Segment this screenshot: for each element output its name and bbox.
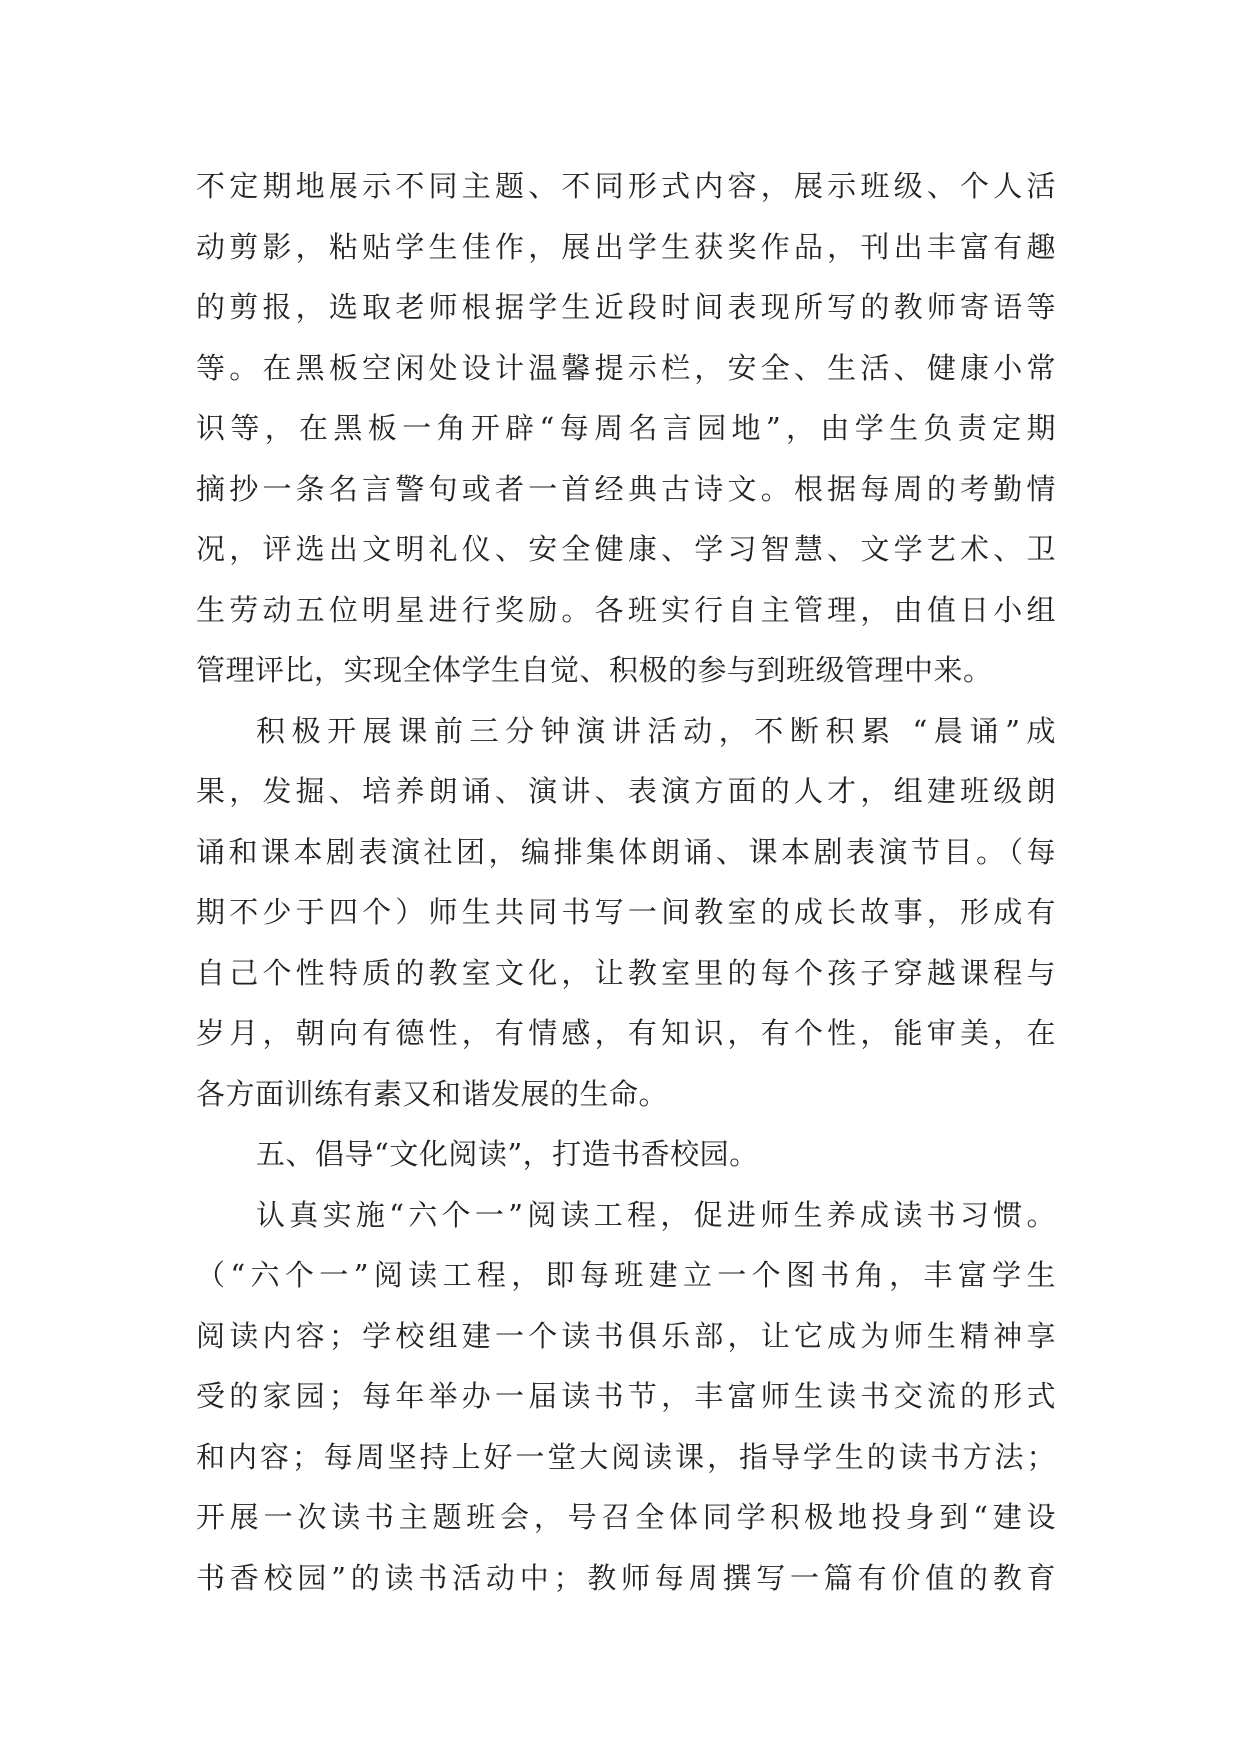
text-line: 况，评选出文明礼仪、安全健康、学习智慧、文学艺术、卫 bbox=[196, 532, 1056, 566]
paragraph-first-line: 积极开展课前三分钟演讲活动，不断积累 “晨诵”成 bbox=[256, 713, 1056, 748]
text-line: 果，发掘、培养朗诵、演讲、表演方面的人才，组建班级朗 bbox=[196, 774, 1056, 808]
text-line: 不定期地展示不同主题、不同形式内容，展示班级、个人活 bbox=[196, 169, 1056, 203]
text-line: 摘抄一条名言警句或者一首经典古诗文。根据每周的考勤情 bbox=[196, 471, 1056, 506]
text-line: 受的家园；每年举办一届读书节，丰富师生读书交流的形式 bbox=[196, 1379, 1056, 1413]
text-line: 开展一次读书主题班会，号召全体同学积极地投身到“建设 bbox=[196, 1500, 1056, 1534]
text-line: 管理评比，实现全体学生自觉、积极的参与到班级管理中来。 bbox=[196, 653, 993, 687]
text-line: 期不少于四个）师生共同书写一间教室的成长故事，形成有 bbox=[196, 895, 1056, 929]
text-line: 阅读内容；学校组建一个读书俱乐部，让它成为师生精神享 bbox=[196, 1318, 1056, 1353]
text-line: 的剪报，选取老师根据学生近段时间表现所写的教师寄语等 bbox=[196, 290, 1056, 324]
text-line: 生劳动五位明星进行奖励。各班实行自主管理，由值日小组 bbox=[196, 592, 1056, 627]
text-line: 岁月，朝向有德性，有情感，有知识，有个性，能审美，在 bbox=[196, 1016, 1056, 1050]
text-line: 识等，在黑板一角开辟“每周名言园地”，由学生负责定期 bbox=[196, 411, 1056, 445]
text-line: 自己个性特质的教室文化，让教室里的每个孩子穿越课程与 bbox=[196, 955, 1056, 990]
text-line: 动剪影，粘贴学生佳作，展出学生获奖作品，刊出丰富有趣 bbox=[196, 229, 1056, 264]
text-line: 和内容；每周坚持上好一堂大阅读课，指导学生的读书方法； bbox=[196, 1439, 1056, 1474]
section-heading: 五、倡导“文化阅读”，打造书香校园。 bbox=[256, 1137, 759, 1171]
text-line: （“六个一”阅读工程，即每班建立一个图书角，丰富学生 bbox=[196, 1258, 1056, 1292]
text-line: 等。在黑板空闲处设计温馨提示栏，安全、生活、健康小常 bbox=[196, 350, 1056, 385]
text-line: 诵和课本剧表演社团，编排集体朗诵、课本剧表演节目。（每 bbox=[196, 834, 1056, 869]
text-line: 书香校园”的读书活动中；教师每周撰写一篇有价值的教育 bbox=[196, 1560, 1056, 1595]
text-line: 各方面训练有素又和谐发展的生命。 bbox=[196, 1076, 669, 1111]
body-text bbox=[196, 156, 1056, 1608]
paragraph-first-line: 认真实施“六个一”阅读工程，促进师生养成读书习惯。 bbox=[256, 1197, 1056, 1232]
